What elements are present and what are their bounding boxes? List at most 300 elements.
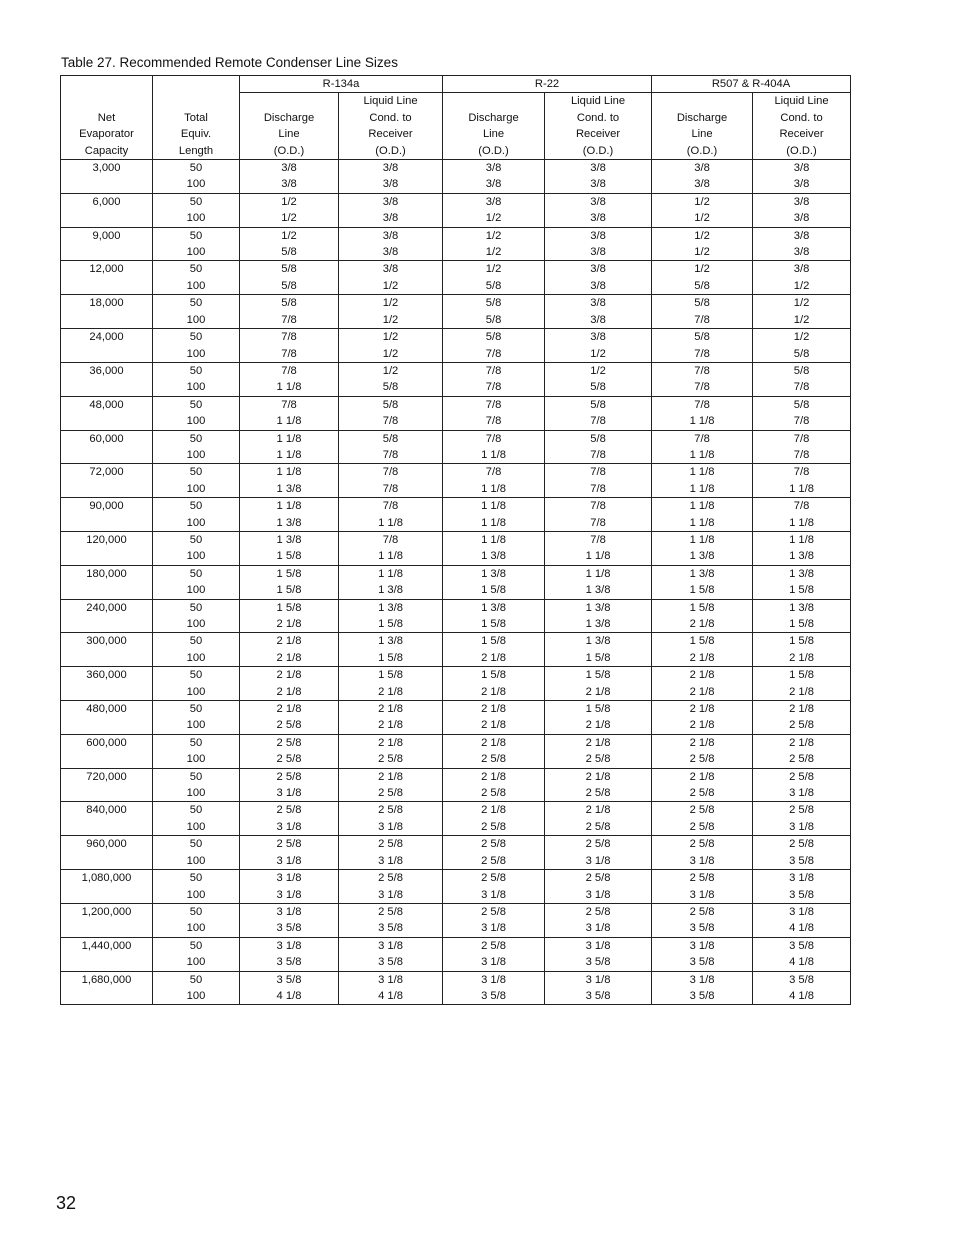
- cell-value: 50: [189, 466, 203, 479]
- cell-r134a-liquid: [339, 362, 443, 396]
- cell-r507-discharge: [652, 464, 753, 498]
- cell-value: 100: [186, 618, 206, 630]
- cell-r134a-discharge: [240, 802, 339, 836]
- cell-value: 3/8: [590, 331, 606, 344]
- cell-r22-liquid: [545, 227, 652, 261]
- cell-length: [153, 870, 240, 904]
- cell-r22-discharge: [443, 701, 545, 735]
- cell-value: 1 1/8: [585, 567, 611, 580]
- cell-value: 3 5/8: [481, 989, 506, 1002]
- cell-value: 1 3/8: [585, 635, 611, 648]
- cell-value: 7/8: [382, 482, 399, 495]
- cell-r22-liquid: [545, 329, 652, 363]
- cell-value: 1/2: [382, 279, 399, 292]
- cell-value: 1/2: [382, 347, 399, 360]
- cell-value: 3 1/8: [378, 854, 403, 867]
- cell-value: 1 5/8: [585, 703, 611, 716]
- cell-value: 7/8: [590, 466, 606, 479]
- cell-value: 4 1/8: [789, 956, 814, 969]
- cell-value: 2 5/8: [276, 719, 302, 732]
- group-r507-r404a: R507 & R-404A: [652, 76, 851, 93]
- cell-value: 2 1/8: [789, 736, 814, 749]
- cell-value: 1 3/8: [689, 567, 715, 580]
- cell-value: 1 5/8: [276, 550, 302, 563]
- cell-r134a-liquid: [339, 734, 443, 768]
- cell-r22-discharge: [443, 903, 545, 937]
- table-row: [61, 802, 851, 836]
- table-row: [61, 531, 851, 565]
- table-row: [61, 261, 851, 295]
- cell-value: 3/8: [590, 195, 606, 208]
- cell-r22-discharge: [443, 802, 545, 836]
- cell-length: [153, 768, 240, 802]
- cell-value: 50: [189, 872, 203, 885]
- cell-value: 3/8: [382, 246, 399, 259]
- cell-r507-liquid: [753, 464, 851, 498]
- cell-r134a-discharge: [240, 464, 339, 498]
- cell-capacity: 360,000: [61, 667, 153, 701]
- cell-value: 100: [186, 922, 206, 935]
- cell-value: 3 1/8: [689, 973, 715, 986]
- cell-value: 7/8: [281, 331, 297, 344]
- cell-value: 1/2: [485, 246, 502, 259]
- cell-value: 2 1/8: [481, 651, 506, 664]
- cell-capacity: 180,000: [61, 565, 153, 599]
- cell-value: 2 5/8: [481, 905, 506, 918]
- cell-value: 1 1/8: [481, 533, 506, 546]
- table-row: [61, 633, 851, 667]
- line-size-table: [60, 75, 851, 1005]
- cell-value: 1/2: [694, 229, 710, 242]
- cell-value: 5/8: [590, 398, 606, 411]
- cell-r22-discharge: [443, 531, 545, 565]
- cell-value: 3 1/8: [789, 787, 814, 800]
- cell-value: 3 1/8: [276, 888, 302, 901]
- cell-r507-liquid: [753, 295, 851, 329]
- cell-r507-liquid: [753, 836, 851, 870]
- cell-value: 2 1/8: [689, 719, 715, 732]
- cell-value: 1 1/8: [481, 516, 506, 529]
- cell-r22-discharge: [443, 937, 545, 971]
- table-row: [61, 734, 851, 768]
- cell-value: 2 5/8: [276, 736, 302, 749]
- cell-value: 7/8: [793, 415, 810, 428]
- cell-value: 7/8: [485, 398, 502, 411]
- cell-length: [153, 193, 240, 227]
- cell-value: 7/8: [485, 415, 502, 428]
- table-row: [61, 667, 851, 701]
- cell-value: 3 5/8: [585, 989, 611, 1002]
- cell-value: 2 1/8: [585, 736, 611, 749]
- cell-length: [153, 396, 240, 430]
- cell-value: 5/8: [485, 279, 502, 292]
- cell-value: 3/8: [793, 229, 810, 242]
- cell-value: 1 3/8: [585, 601, 611, 614]
- cell-value: 1 1/8: [689, 482, 715, 495]
- cell-value: 3 1/8: [276, 854, 302, 867]
- cell-r22-discharge: [443, 633, 545, 667]
- cell-value: 2 1/8: [789, 651, 814, 664]
- cell-r22-discharge: [443, 667, 545, 701]
- cell-value: 2 1/8: [689, 703, 715, 716]
- cell-value: 1 1/8: [378, 550, 403, 563]
- table-row: [61, 430, 851, 464]
- cell-value: 2 1/8: [585, 804, 611, 817]
- cell-value: 50: [189, 973, 203, 986]
- cell-value: 2 1/8: [689, 669, 715, 682]
- cell-value: 3 1/8: [378, 973, 403, 986]
- cell-capacity: 48,000: [61, 396, 153, 430]
- cell-value: 3 5/8: [378, 956, 403, 969]
- table-row: [61, 193, 851, 227]
- cell-r507-liquid: [753, 160, 851, 194]
- cell-value: 3 1/8: [481, 922, 506, 935]
- cell-r507-discharge: [652, 768, 753, 802]
- cell-r134a-liquid: [339, 227, 443, 261]
- cell-value: 3 1/8: [585, 973, 611, 986]
- cell-value: 100: [186, 212, 206, 225]
- cell-r134a-discharge: [240, 531, 339, 565]
- cell-r507-liquid: [753, 768, 851, 802]
- cell-value: 1 1/8: [378, 567, 403, 580]
- cell-value: 3 5/8: [689, 956, 715, 969]
- group-r22: R-22: [443, 76, 652, 93]
- table-row: [61, 295, 851, 329]
- cell-value: 3/8: [485, 195, 502, 208]
- cell-value: 7/8: [281, 398, 297, 411]
- cell-r507-discharge: [652, 870, 753, 904]
- cell-value: 7/8: [382, 500, 399, 513]
- cell-r134a-discharge: [240, 329, 339, 363]
- cell-value: 1 5/8: [585, 669, 611, 682]
- cell-capacity: 72,000: [61, 464, 153, 498]
- cell-capacity: 60,000: [61, 430, 153, 464]
- cell-value: 7/8: [281, 364, 297, 377]
- cell-value: 50: [189, 398, 203, 411]
- cell-r22-liquid: [545, 498, 652, 532]
- cell-value: 50: [189, 905, 203, 918]
- cell-value: 3 1/8: [276, 787, 302, 800]
- table-row: [61, 565, 851, 599]
- cell-length: [153, 227, 240, 261]
- cell-r134a-liquid: [339, 768, 443, 802]
- table-row: [61, 227, 851, 261]
- cell-r134a-discharge: [240, 498, 339, 532]
- cell-r134a-discharge: [240, 160, 339, 194]
- cell-value: 7/8: [485, 432, 502, 445]
- cell-r507-discharge: [652, 329, 753, 363]
- cell-capacity: 18,000: [61, 295, 153, 329]
- cell-value: 7/8: [485, 364, 502, 377]
- cell-r507-discharge: [652, 937, 753, 971]
- cell-value: 2 5/8: [585, 838, 611, 851]
- cell-value: 1/2: [485, 263, 502, 276]
- cell-r134a-liquid: [339, 498, 443, 532]
- cell-value: 7/8: [793, 381, 810, 394]
- header-r507-discharge: Discharge Line (O.D.): [652, 93, 753, 160]
- cell-length: [153, 599, 240, 633]
- cell-r22-liquid: [545, 261, 652, 295]
- cell-r134a-liquid: [339, 531, 443, 565]
- cell-value: 50: [189, 297, 203, 310]
- cell-value: 2 5/8: [585, 905, 611, 918]
- cell-r22-discharge: [443, 870, 545, 904]
- cell-value: 2 1/8: [789, 703, 814, 716]
- cell-r507-liquid: [753, 193, 851, 227]
- cell-value: 1 5/8: [789, 669, 814, 682]
- cell-value: 1 1/8: [789, 482, 814, 495]
- cell-r134a-discharge: [240, 362, 339, 396]
- cell-r507-liquid: [753, 531, 851, 565]
- cell-value: 1/2: [694, 263, 710, 276]
- cell-value: 3/8: [590, 162, 606, 175]
- cell-r22-discharge: [443, 193, 545, 227]
- cell-value: 1 5/8: [276, 567, 302, 580]
- cell-value: 50: [189, 601, 203, 614]
- cell-value: 7/8: [485, 347, 502, 360]
- cell-capacity: 300,000: [61, 633, 153, 667]
- cell-value: 2 1/8: [276, 635, 302, 648]
- cell-value: 5/8: [485, 297, 502, 310]
- cell-r507-discharge: [652, 227, 753, 261]
- cell-value: 1 3/8: [378, 601, 403, 614]
- cell-r507-discharge: [652, 802, 753, 836]
- cell-r134a-liquid: [339, 396, 443, 430]
- cell-value: 3/8: [382, 195, 399, 208]
- cell-value: 5/8: [694, 331, 710, 344]
- cell-value: 2 5/8: [378, 753, 403, 766]
- cell-value: 3 1/8: [689, 854, 715, 867]
- cell-value: 1 5/8: [481, 669, 506, 682]
- cell-r22-discharge: [443, 329, 545, 363]
- cell-value: 3 1/8: [276, 905, 302, 918]
- cell-value: 4 1/8: [789, 989, 814, 1002]
- table-row: [61, 329, 851, 363]
- cell-value: 2 5/8: [481, 838, 506, 851]
- cell-value: 1 5/8: [481, 635, 506, 648]
- cell-value: 1 3/8: [276, 482, 302, 495]
- page-number: 32: [56, 1193, 77, 1213]
- cell-value: 3/8: [485, 178, 502, 191]
- cell-value: 5/8: [485, 331, 502, 344]
- cell-value: 2 5/8: [378, 872, 403, 885]
- cell-r507-discharge: [652, 193, 753, 227]
- cell-value: 2 5/8: [689, 787, 715, 800]
- cell-value: 100: [186, 178, 206, 191]
- cell-value: 1 3/8: [378, 584, 403, 597]
- cell-r134a-liquid: [339, 295, 443, 329]
- cell-r507-liquid: [753, 802, 851, 836]
- cell-r507-discharge: [652, 836, 753, 870]
- cell-value: 2 5/8: [378, 905, 403, 918]
- cell-value: 50: [189, 331, 203, 344]
- cell-value: 2 1/8: [689, 770, 715, 783]
- cell-value: 1 5/8: [789, 635, 814, 648]
- cell-r22-liquid: [545, 193, 652, 227]
- cell-capacity: 1,440,000: [61, 937, 153, 971]
- cell-value: 1 3/8: [276, 533, 302, 546]
- table-row: [61, 599, 851, 633]
- cell-r134a-liquid: [339, 870, 443, 904]
- cell-r134a-liquid: [339, 430, 443, 464]
- cell-value: 2 5/8: [378, 804, 403, 817]
- cell-value: 100: [186, 550, 206, 563]
- cell-r507-discharge: [652, 971, 753, 1005]
- cell-r134a-liquid: [339, 565, 443, 599]
- cell-length: [153, 633, 240, 667]
- cell-length: [153, 464, 240, 498]
- cell-value: 7/8: [382, 415, 399, 428]
- cell-value: 50: [189, 195, 203, 208]
- cell-value: 3 1/8: [585, 854, 611, 867]
- cell-value: 3/8: [590, 263, 606, 276]
- cell-value: 1 5/8: [789, 618, 814, 630]
- cell-value: 5/8: [281, 246, 297, 259]
- cell-value: 100: [186, 956, 206, 969]
- cell-r22-discharge: [443, 971, 545, 1005]
- cell-value: 5/8: [793, 364, 810, 377]
- cell-capacity: 1,080,000: [61, 870, 153, 904]
- cell-value: 5/8: [382, 381, 399, 394]
- cell-value: 3/8: [793, 162, 810, 175]
- cell-value: 5/8: [694, 279, 710, 292]
- header-r22-discharge: Discharge Line (O.D.): [443, 93, 545, 160]
- cell-value: 2 5/8: [789, 719, 814, 732]
- cell-value: 5/8: [793, 347, 810, 360]
- cell-value: 50: [189, 263, 203, 276]
- cell-value: 100: [186, 516, 206, 529]
- refrigerant-group-row: [61, 76, 851, 93]
- cell-value: 2 5/8: [276, 838, 302, 851]
- table-row: [61, 464, 851, 498]
- cell-r22-discharge: [443, 768, 545, 802]
- cell-value: 50: [189, 804, 203, 817]
- cell-r22-liquid: [545, 599, 652, 633]
- cell-value: 2 1/8: [378, 719, 403, 732]
- cell-value: 1 1/8: [481, 482, 506, 495]
- cell-value: 4 1/8: [378, 989, 403, 1002]
- cell-r134a-discharge: [240, 903, 339, 937]
- cell-value: 1 3/8: [378, 635, 403, 648]
- cell-value: 3 5/8: [789, 973, 814, 986]
- cell-value: 1 1/8: [378, 516, 403, 529]
- cell-r22-liquid: [545, 667, 652, 701]
- cell-value: 1 3/8: [276, 516, 302, 529]
- cell-value: 3 1/8: [585, 922, 611, 935]
- cell-value: 3 5/8: [789, 854, 814, 867]
- header-net-capacity: Net Evaporator Capacity: [61, 76, 153, 160]
- table-caption: Table 27. Recommended Remote Condenser Line Sizes: [61, 55, 398, 70]
- cell-value: 2 1/8: [689, 618, 715, 630]
- cell-value: 3 5/8: [276, 922, 302, 935]
- cell-value: 1 1/8: [689, 533, 715, 546]
- cell-length: [153, 903, 240, 937]
- cell-value: 4 1/8: [276, 989, 302, 1002]
- cell-r507-liquid: [753, 362, 851, 396]
- cell-capacity: 240,000: [61, 599, 153, 633]
- cell-value: 1 5/8: [689, 584, 715, 597]
- cell-value: 3 5/8: [585, 956, 611, 969]
- cell-r22-discharge: [443, 160, 545, 194]
- cell-r507-liquid: [753, 227, 851, 261]
- cell-value: 1 5/8: [378, 651, 403, 664]
- cell-value: 5/8: [382, 432, 399, 445]
- cell-value: 3/8: [793, 178, 810, 191]
- cell-capacity: 36,000: [61, 362, 153, 396]
- table-row: [61, 870, 851, 904]
- cell-r22-liquid: [545, 633, 652, 667]
- cell-value: 1/2: [793, 313, 810, 326]
- cell-value: 7/8: [590, 448, 606, 461]
- cell-value: 1 1/8: [276, 415, 302, 428]
- cell-value: 1/2: [485, 229, 502, 242]
- cell-value: 1 5/8: [378, 669, 403, 682]
- table-row: [61, 903, 851, 937]
- cell-r507-liquid: [753, 870, 851, 904]
- cell-r507-liquid: [753, 599, 851, 633]
- cell-value: 7/8: [485, 381, 502, 394]
- cell-r507-discharge: [652, 565, 753, 599]
- cell-r134a-liquid: [339, 802, 443, 836]
- cell-value: 7/8: [590, 516, 606, 529]
- cell-r22-liquid: [545, 396, 652, 430]
- cell-value: 1 5/8: [378, 618, 403, 630]
- cell-capacity: 960,000: [61, 836, 153, 870]
- cell-r22-discharge: [443, 295, 545, 329]
- cell-value: 7/8: [793, 466, 810, 479]
- cell-value: 3 1/8: [276, 820, 302, 833]
- cell-r507-liquid: [753, 971, 851, 1005]
- cell-value: 2 1/8: [378, 685, 403, 698]
- table-body: [61, 160, 851, 1005]
- cell-r507-discharge: [652, 903, 753, 937]
- cell-value: 1 5/8: [585, 651, 611, 664]
- cell-r134a-liquid: [339, 193, 443, 227]
- cell-r134a-liquid: [339, 261, 443, 295]
- cell-r22-discharge: [443, 464, 545, 498]
- cell-value: 1 3/8: [481, 601, 506, 614]
- cell-length: [153, 667, 240, 701]
- cell-value: 3 1/8: [481, 888, 506, 901]
- cell-value: 2 1/8: [481, 703, 506, 716]
- cell-value: 3/8: [590, 313, 606, 326]
- cell-r134a-discharge: [240, 667, 339, 701]
- cell-value: 2 5/8: [378, 787, 403, 800]
- cell-r22-liquid: [545, 531, 652, 565]
- cell-value: 2 1/8: [276, 651, 302, 664]
- cell-value: 2 1/8: [276, 703, 302, 716]
- cell-value: 2 1/8: [378, 736, 403, 749]
- cell-r22-liquid: [545, 362, 652, 396]
- cell-r134a-liquid: [339, 667, 443, 701]
- cell-length: [153, 734, 240, 768]
- cell-value: 2 5/8: [585, 872, 611, 885]
- cell-value: 3 5/8: [689, 989, 715, 1002]
- cell-value: 2 5/8: [481, 939, 506, 952]
- cell-value: 2 5/8: [481, 753, 506, 766]
- cell-value: 3 1/8: [481, 973, 506, 986]
- cell-value: 5/8: [590, 381, 606, 394]
- cell-value: 3 5/8: [378, 922, 403, 935]
- cell-value: 3 5/8: [689, 922, 715, 935]
- cell-length: [153, 971, 240, 1005]
- cell-r22-liquid: [545, 464, 652, 498]
- cell-value: 2 5/8: [689, 820, 715, 833]
- cell-value: 2 1/8: [585, 770, 611, 783]
- cell-value: 100: [186, 719, 206, 732]
- table-row: [61, 701, 851, 735]
- cell-value: 100: [186, 787, 206, 800]
